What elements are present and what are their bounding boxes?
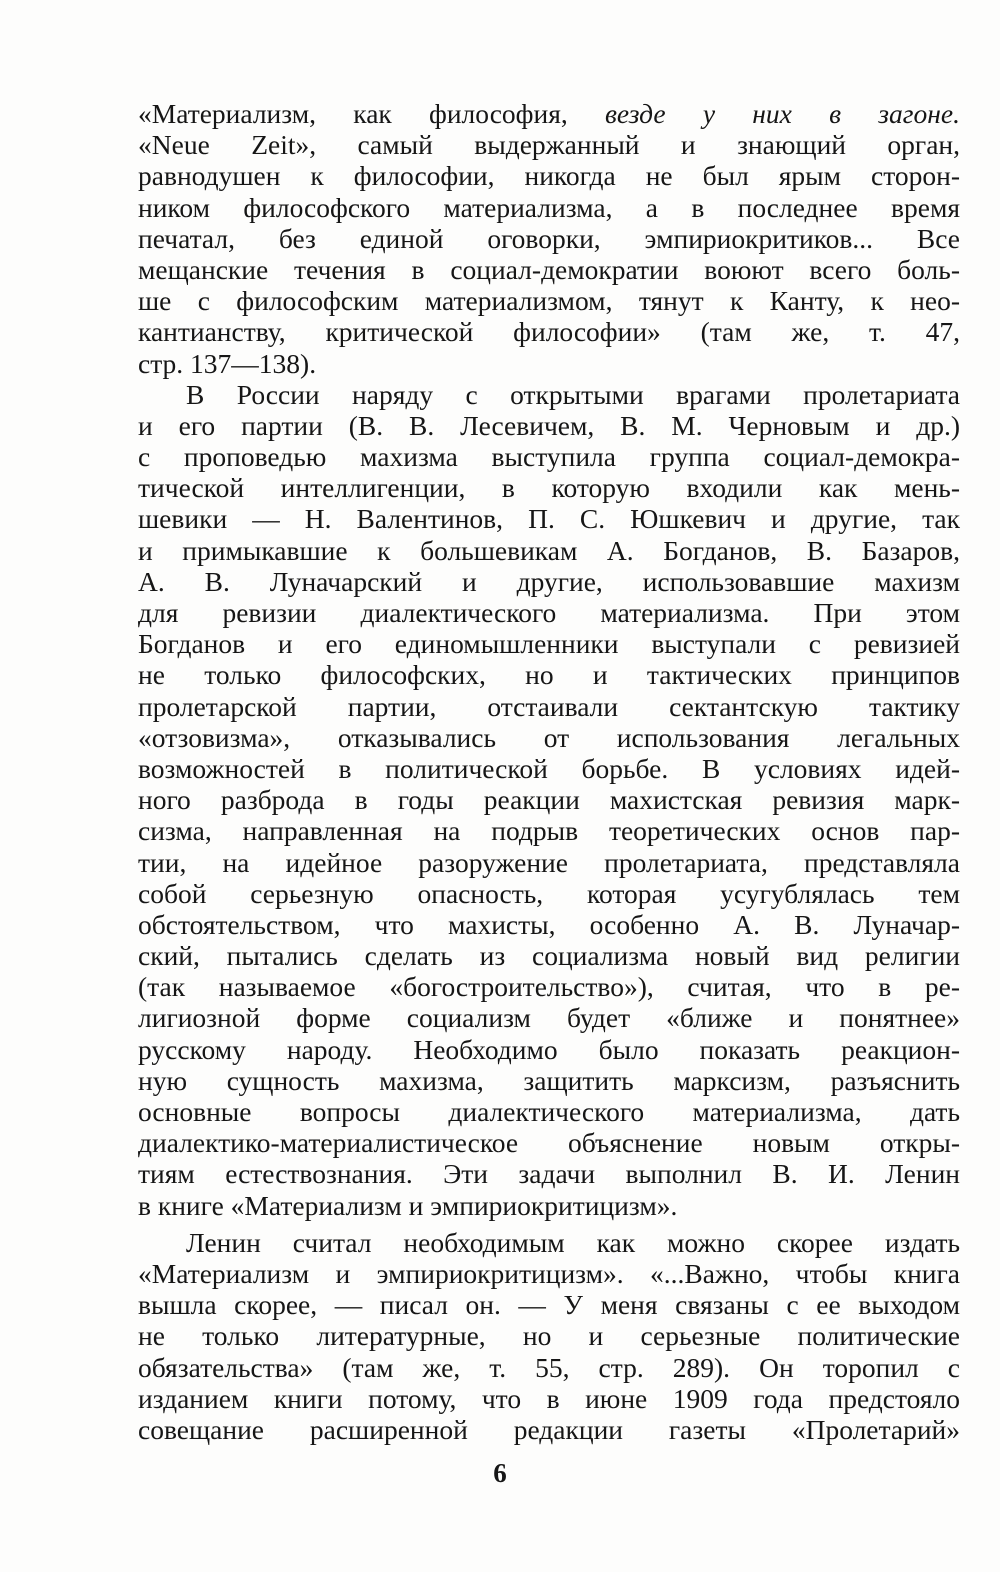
text-line-content: шевики — Н. Валентинов, П. С. Юшкевич и другие, так (138, 503, 960, 535)
text-line-content: ного разброда в годы реакции махистская ревизия марк- (138, 784, 960, 816)
text-line-content: вышла скорее, — писал он. — У меня связаны с ее выходом (138, 1289, 960, 1321)
text-line (138, 160, 960, 191)
text-line-content: лигиозной форме социализм будет «ближе и понятнее» (138, 1002, 960, 1034)
text-line-content: Богданов и его единомышленники выступали с ревизией (138, 628, 960, 660)
text-line-content: стр. 137—138). (138, 347, 317, 379)
text-line-content: в книге «Материализм и эмпириокритицизм». (138, 1189, 678, 1221)
text-line-content: ную сущность махизма, защитить марксизм, разъяснить (138, 1064, 960, 1096)
text-line (138, 722, 960, 753)
text-line (138, 535, 960, 566)
text-line-content: ский, пытались сделать из социализма новый вид религии (138, 940, 960, 972)
text-line-content: А. В. Луначарский и другие, использовавшие махизм (138, 565, 960, 597)
text-line-content: для ревизии диалектического материализма. При этом (138, 597, 960, 628)
text-line-content: «Neue Zeit», самый выдержанный и знающий орган, (138, 129, 960, 161)
text-line-content: «Материализм и эмпириокритицизм». «...Важно, чтобы книга (138, 1257, 960, 1289)
text-line (138, 192, 960, 223)
text-line (138, 566, 960, 597)
text-line-content: кантианству, критической философии» (там же, т. 47, (138, 316, 960, 348)
text-line-content: и его партии (В. В. Лесевичем, В. М. Черновым и др.) (138, 409, 960, 441)
text-line-content: русскому народу. Необходимо было показать реакцион- (138, 1033, 960, 1065)
text-line-content: сизма, направленная на подрыв теоретических основ пар- (138, 815, 960, 847)
text-line (138, 98, 960, 129)
text-line (138, 129, 960, 160)
text-line (138, 472, 960, 503)
text-line-content: (так называемое «богостроительство»), считая, что в ре- (138, 971, 960, 1003)
text-line (138, 815, 960, 846)
text-line (138, 940, 960, 971)
text-line (138, 348, 960, 379)
text-line-content: с проповедью махизма выступила группа социал-демокра- (138, 441, 960, 473)
text-line (138, 1258, 960, 1289)
text-line (138, 597, 960, 628)
text-line (138, 1190, 960, 1221)
text-line (138, 441, 960, 472)
page-number: 6 (493, 1458, 507, 1488)
text-line (138, 316, 960, 347)
text-line-content: равнодушен к философии, никогда не был ярым сторон- (138, 160, 960, 192)
text-line (138, 285, 960, 316)
text-line-content: и примыкавшие к большевикам А. Богданов, В. Базаров, (138, 534, 960, 566)
text-line (138, 1289, 960, 1320)
text-line (138, 1127, 960, 1158)
text-line (138, 753, 960, 784)
text-line-content: возможностей в политической борьбе. В условиях идей- (138, 752, 960, 784)
text-line-content: основные вопросы диалектического материализма, дать (138, 1096, 960, 1127)
text-line (138, 1034, 960, 1065)
text-line-content: не только литературные, но и серьезные политические (138, 1320, 960, 1352)
text-line (138, 503, 960, 534)
text-line-content: Ленин считал необходимым как можно скорее издать (186, 1226, 960, 1258)
text-line (138, 1227, 960, 1258)
text-line-content: ником философского материализма, а в последнее время (138, 191, 960, 223)
text-line-content: обязательства» (там же, т. 55, стр. 289). Он торопил с (138, 1351, 960, 1383)
text-line-content: В России наряду с открытыми врагами пролетариата (186, 378, 960, 410)
text-line (138, 784, 960, 815)
text-line (138, 379, 960, 410)
text-line (138, 410, 960, 441)
text-line (138, 1414, 960, 1445)
text-line-emphasis: везде у них в загоне. (604, 98, 960, 129)
text-line (138, 1096, 960, 1127)
text-line (138, 628, 960, 659)
text-line-content: не только философских, но и тактических принципов (138, 659, 960, 691)
text-line (138, 1352, 960, 1383)
text-line (138, 254, 960, 285)
text-line (138, 1002, 960, 1033)
text-line-content: обстоятельством, что махисты, особенно А. В. Луначар- (138, 908, 960, 940)
text-line-content: диалектико-материалистическое объяснение новым откры- (138, 1127, 960, 1159)
text-line-content: «отзовизма», отказывались от использования легальных (138, 721, 960, 753)
text-line (138, 1065, 960, 1096)
text-line (138, 1158, 960, 1189)
text-line-content: ше с философским материализмом, тянут к Канту, к нео- (138, 285, 960, 317)
text-line (138, 909, 960, 940)
text-line (138, 878, 960, 909)
text-line-content: мещанские течения в социал-демократии воюют всего боль- (138, 253, 960, 285)
text-line-content: изданием книги потому, что в июне 1909 года предстояло (138, 1382, 960, 1414)
text-line (138, 847, 960, 878)
text-line (138, 971, 960, 1002)
text-line (138, 223, 960, 254)
body-text (138, 98, 960, 1445)
text-line-content: тии, на идейное разоружение пролетариата, представляла (138, 846, 960, 878)
text-line-content: «Материализм, как философия, (138, 98, 605, 129)
text-line (138, 659, 960, 690)
text-line-content: совещание расширенной редакции газеты «Пролетарий» (138, 1413, 960, 1445)
text-line (138, 1383, 960, 1414)
text-line-content: пролетарской партии, отстаивали сектантскую тактику (138, 690, 960, 722)
text-line-content: печатал, без единой оговорки, эмпириокритиков... Все (138, 222, 960, 254)
text-line-content: тической интеллигенции, в которую входили как мень- (138, 472, 960, 504)
text-line-content: собой серьезную опасность, которая усугублялась тем (138, 877, 960, 909)
text-line (138, 691, 960, 722)
text-line-content: тиям естествознания. Эти задачи выполнил В. И. Ленин (138, 1158, 960, 1190)
text-line (138, 1320, 960, 1351)
